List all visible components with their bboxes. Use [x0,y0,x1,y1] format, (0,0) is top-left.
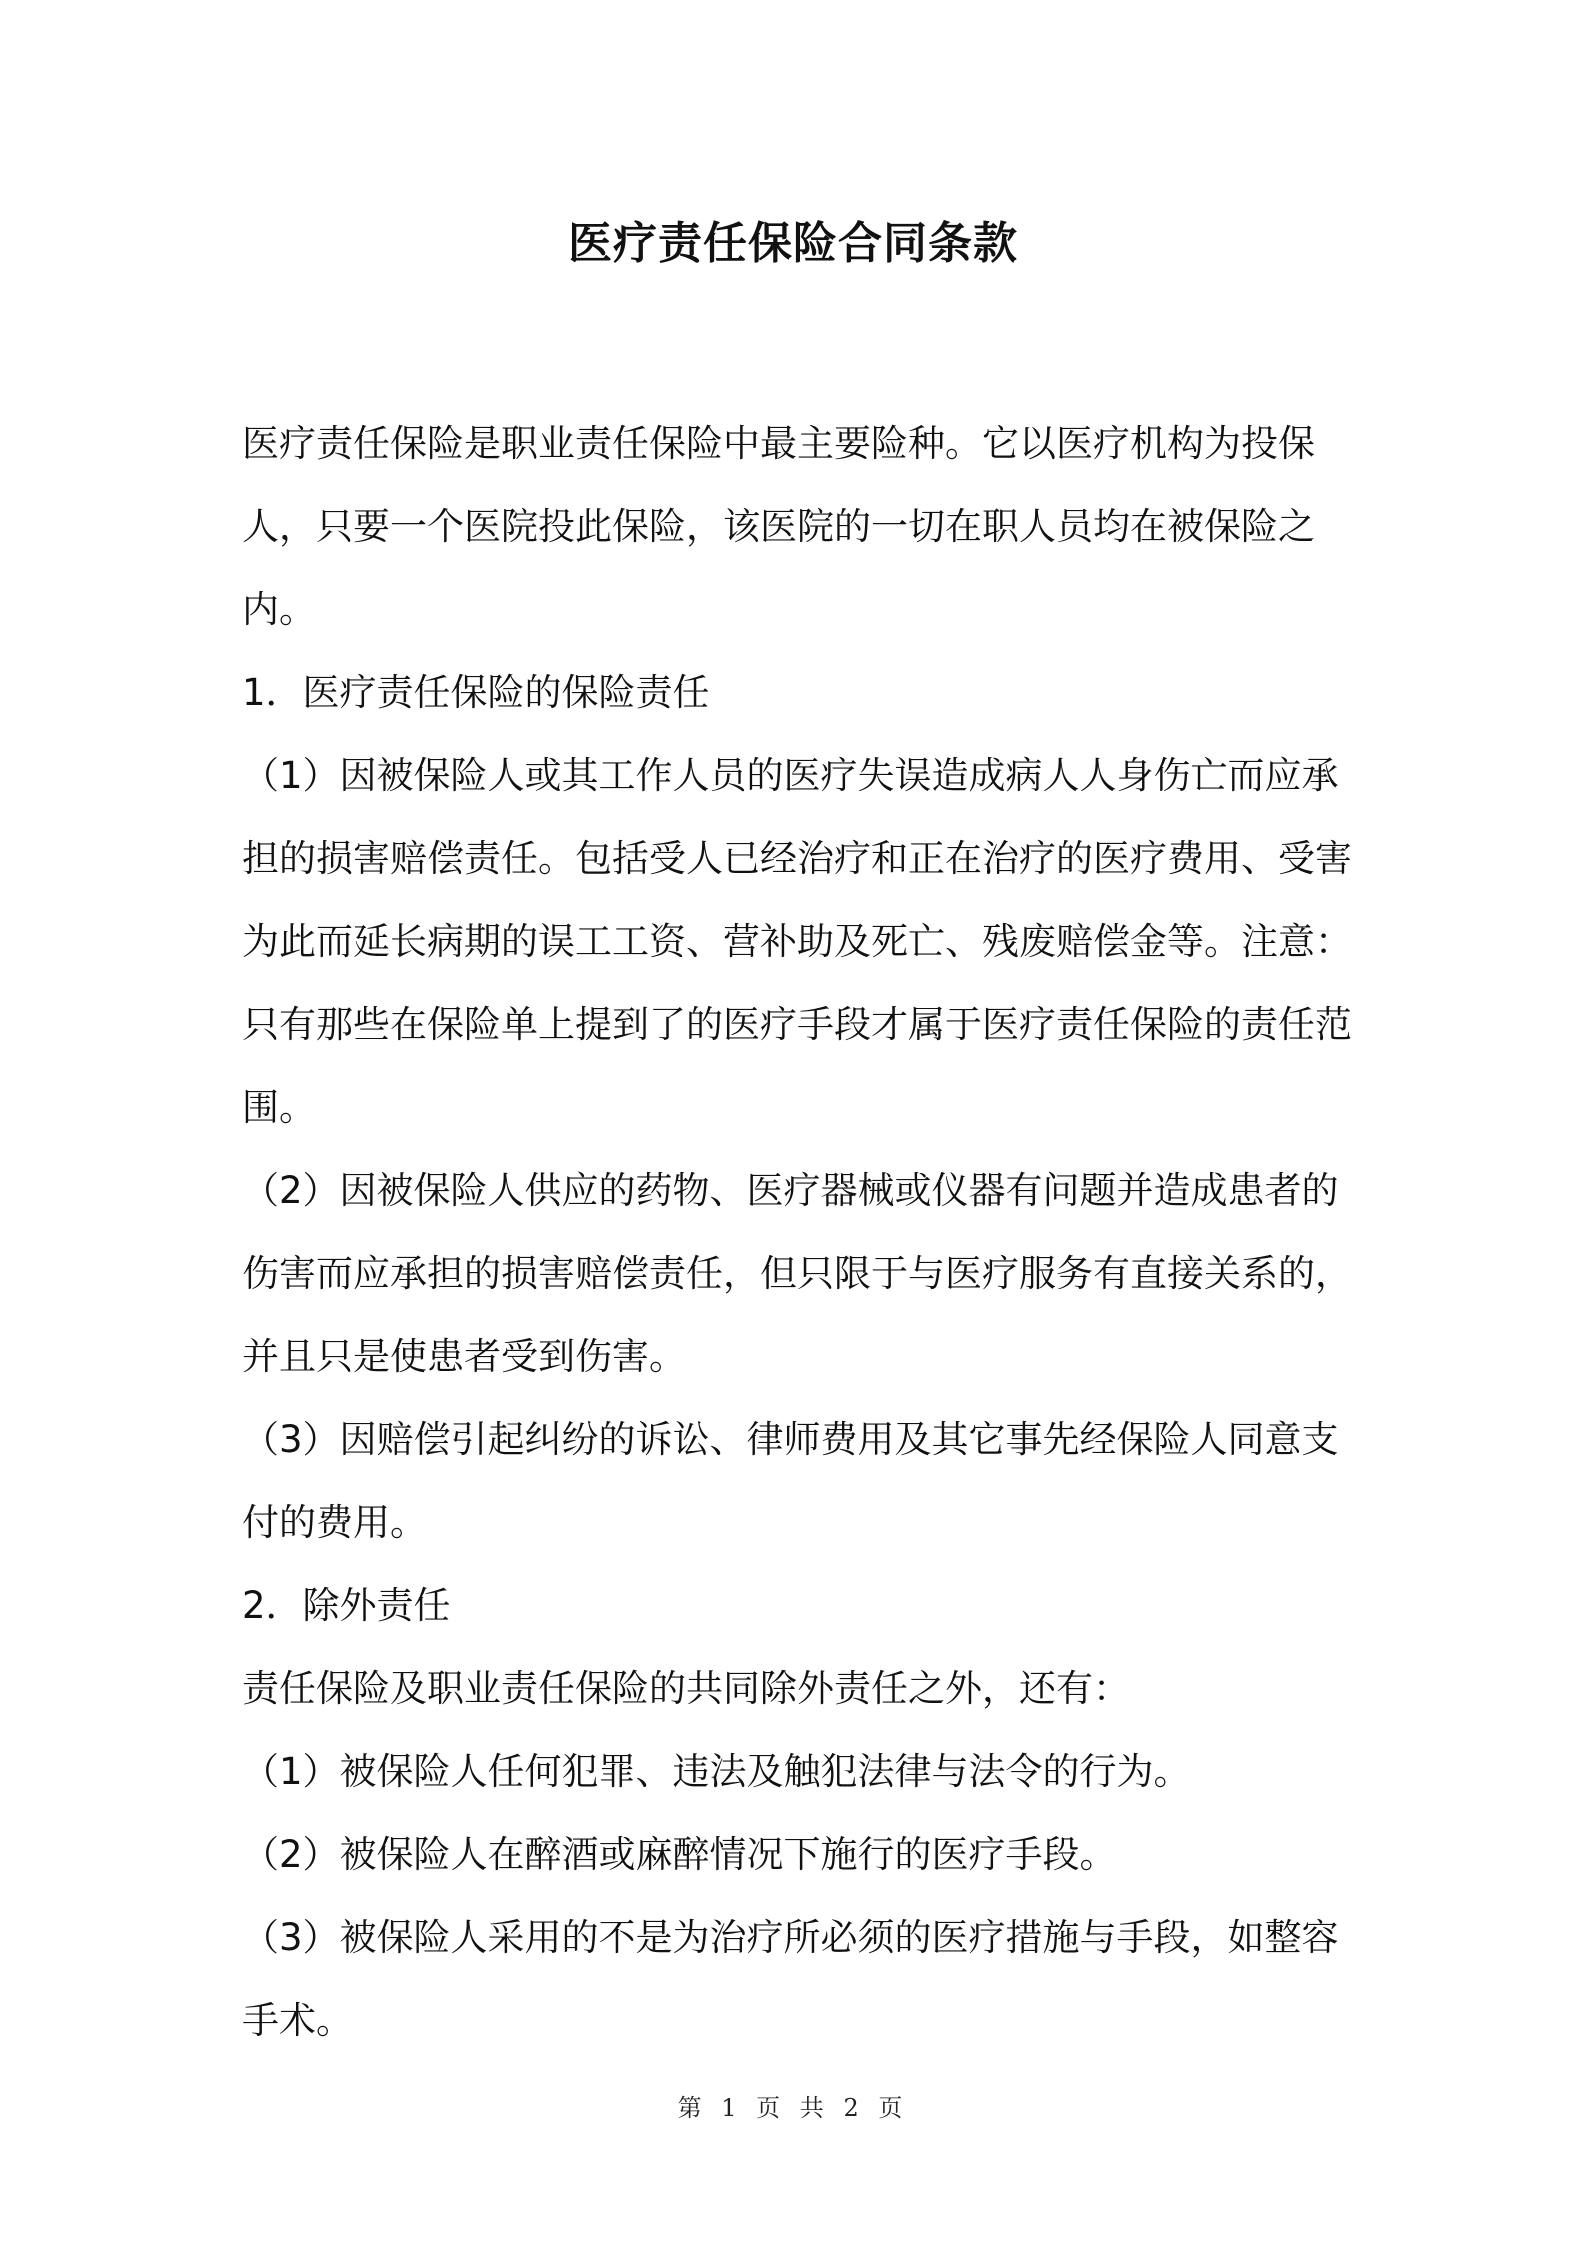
document-title: 医疗责任保险合同条款 [568,218,1018,269]
exclusion-item-2: （2）被保险人在醉酒或麻醉情况下施行的医疗手段。 [242,1833,1117,1876]
exclusion-item-1: （1）被保险人任何犯罪、违法及触犯法律与法令的行为。 [242,1750,1191,1793]
coverage-item-1: （1）因被保险人或其工作人员的医疗失误造成病人人身伤亡而应承担的损害赔偿责任。包括受人已经治疗和正在治疗的医疗费用、受害为此而延长病期的误工工资、营补助及死亡、残废赔偿金等。注意：只有那些在保险单上提到了的医疗手段才属于医疗责任保险的责任范围。 [242,754,1352,1129]
page-number-footer: 第 1 页 共 2 页 [677,2094,909,2122]
exclusions-intro: 责任保险及职业责任保险的共同除外责任之外，还有： [242,1667,1130,1710]
exclusion-item-3: （3）被保险人采用的不是为治疗所必须的医疗措施与手段，如整容手术。 [242,1916,1339,2042]
intro-paragraph: 医疗责任保险是职业责任保险中最主要险种。它以医疗机构为投保人，只要一个医院投此保险，该医院的一切在职人员均在被保险之内。 [242,422,1315,631]
section-heading-1: 1．医疗责任保险的保险责任 [242,671,710,714]
section-heading-2: 2．除外责任 [242,1584,451,1627]
document-body [242,402,1362,2062]
coverage-item-3: （3）因赔偿引起纠纷的诉讼、律师费用及其它事先经保险人同意支付的费用。 [242,1418,1339,1544]
coverage-item-2: （2）因被保险人供应的药物、医疗器械或仪器有问题并造成患者的伤害而应承担的损害赔偿责任，但只限于与医疗服务有直接关系的，并且只是使患者受到伤害。 [242,1169,1352,1378]
